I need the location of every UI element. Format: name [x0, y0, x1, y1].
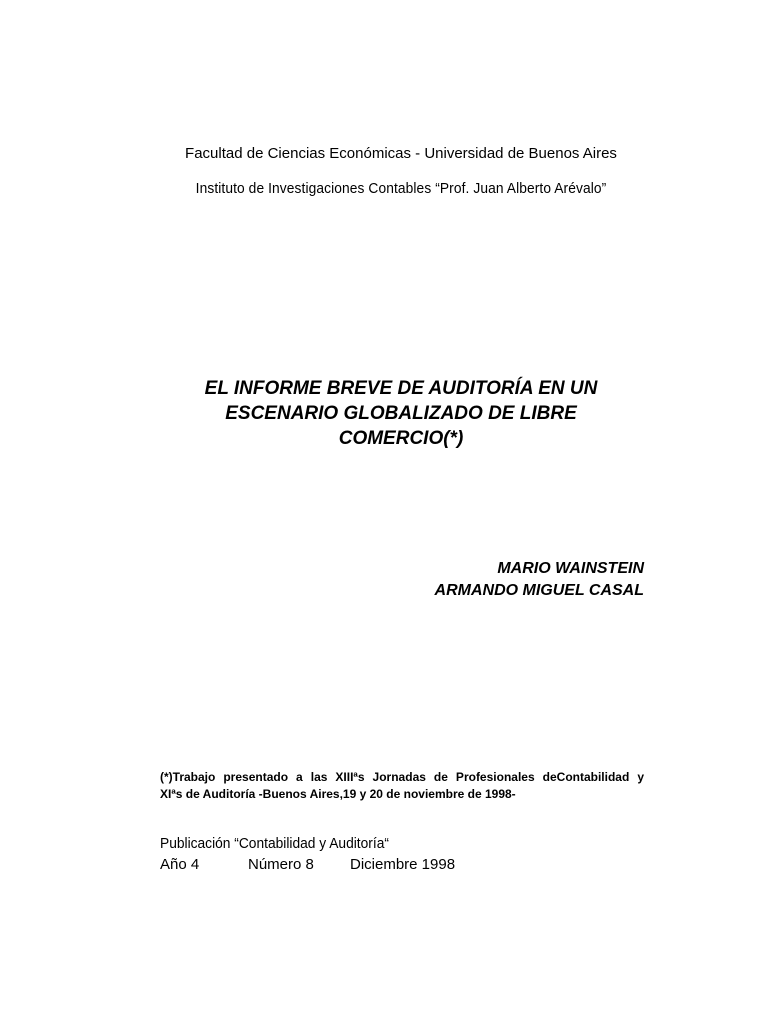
faculty-heading: Facultad de Ciencias Económicas - Universidad de Buenos Aires — [185, 145, 617, 162]
footnote — [160, 769, 644, 803]
issue-year: Año 4 — [160, 856, 200, 873]
issue-date: Diciembre 1998 — [350, 856, 456, 873]
author-2: ARMANDO MIGUEL CASAL — [434, 582, 644, 599]
title-line-1: EL INFORME BREVE DE AUDITORÍA EN UN — [204, 378, 598, 399]
footnote-line-2: XIªs de Auditoría -Buenos Aires,19 y 20 de noviembre de 1998- — [160, 787, 516, 801]
document-title — [0, 376, 768, 451]
publication-label: Publicación “Contabilidad y Auditoría“ — [160, 836, 389, 852]
title-line-2: ESCENARIO GLOBALIZADO DE LIBRE — [225, 403, 577, 424]
title-line-3: COMERCIO(*) — [338, 428, 464, 449]
institute-heading: Instituto de Investigaciones Contables “Prof. Juan Alberto Arévalo” — [195, 181, 607, 197]
issue-number: Número 8 — [248, 856, 314, 873]
footnote-line-1: (*)Trabajo presentado a las XIIIªs Jornadas de Profesionales deContabilidad y — [160, 770, 644, 784]
author-1: MARIO WAINSTEIN — [497, 560, 644, 577]
authors-block — [435, 558, 644, 602]
